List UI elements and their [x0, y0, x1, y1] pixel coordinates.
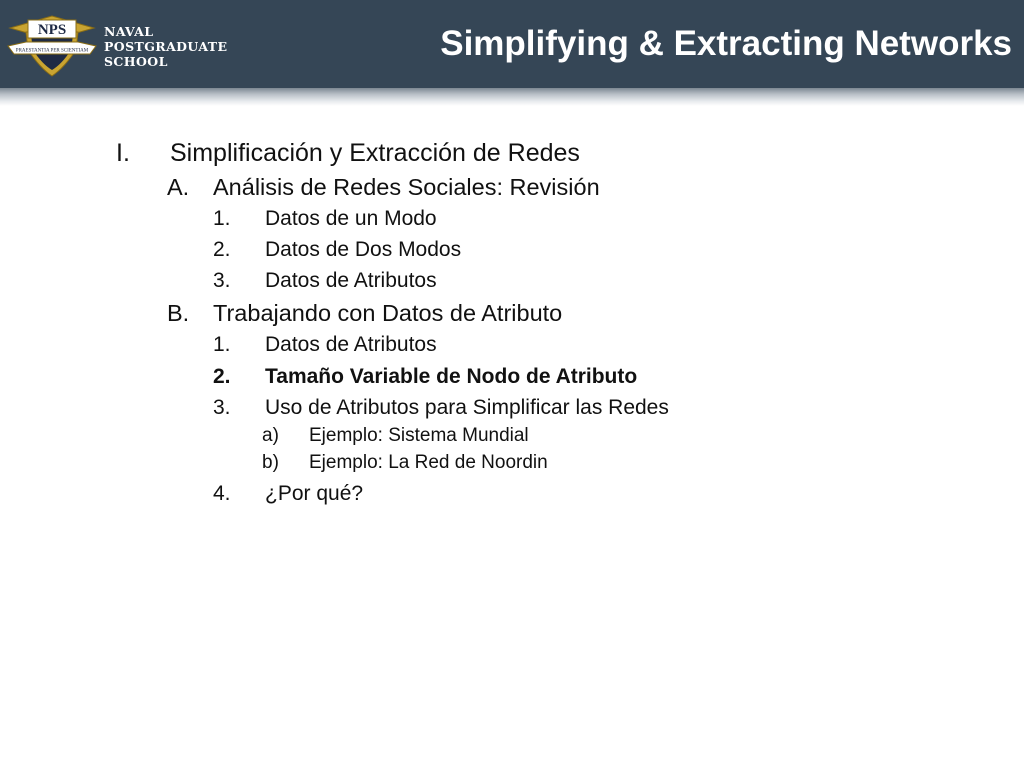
logo-motto: PRAESTANTIA PER SCIENTIAM [15, 48, 89, 54]
outline-label: I. [116, 139, 130, 167]
outline-label: a) [262, 425, 279, 446]
outline-text: Tamaño Variable de Nodo de Atributo [265, 365, 638, 388]
outline-label: 2. [213, 365, 231, 388]
school-name [104, 24, 227, 69]
outline-text: Datos de Dos Modos [265, 238, 462, 261]
outline-text: Simplificación y Extracción de Redes [170, 139, 580, 167]
header-bar [0, 0, 1024, 88]
outline-label: 2. [213, 238, 231, 261]
outline-label: B. [167, 300, 190, 326]
outline-label: 1. [213, 207, 231, 230]
school-name-line: SCHOOL [104, 54, 168, 69]
outline-text: Ejemplo: La Red de Noordin [309, 452, 548, 473]
outline-label: 3. [213, 396, 231, 419]
outline-text: Trabajando con Datos de Atributo [213, 300, 563, 326]
outline-text: Datos de Atributos [265, 333, 437, 356]
outline-label: b) [262, 452, 279, 473]
logo-abbr: NPS [37, 22, 67, 38]
outline-text: Análisis de Redes Sociales: Revisión [213, 174, 600, 200]
outline-label: 4. [213, 482, 231, 505]
slide-title: Simplifying & Extracting Networks [440, 24, 1012, 63]
outline-label: 3. [213, 269, 231, 292]
outline-text: Ejemplo: Sistema Mundial [309, 425, 529, 446]
nps-crest-icon [4, 6, 100, 82]
school-name-line: POSTGRADUATE [104, 39, 228, 54]
outline-text: Uso de Atributos para Simplificar las Redes [265, 396, 669, 419]
school-name-line: NAVAL [104, 24, 154, 39]
header-shadow [0, 88, 1024, 106]
outline-text: ¿Por qué? [265, 482, 364, 505]
outline-text: Datos de un Modo [265, 207, 437, 230]
outline-text: Datos de Atributos [265, 269, 437, 292]
outline-label: 1. [213, 333, 231, 356]
outline-label: A. [167, 174, 190, 200]
